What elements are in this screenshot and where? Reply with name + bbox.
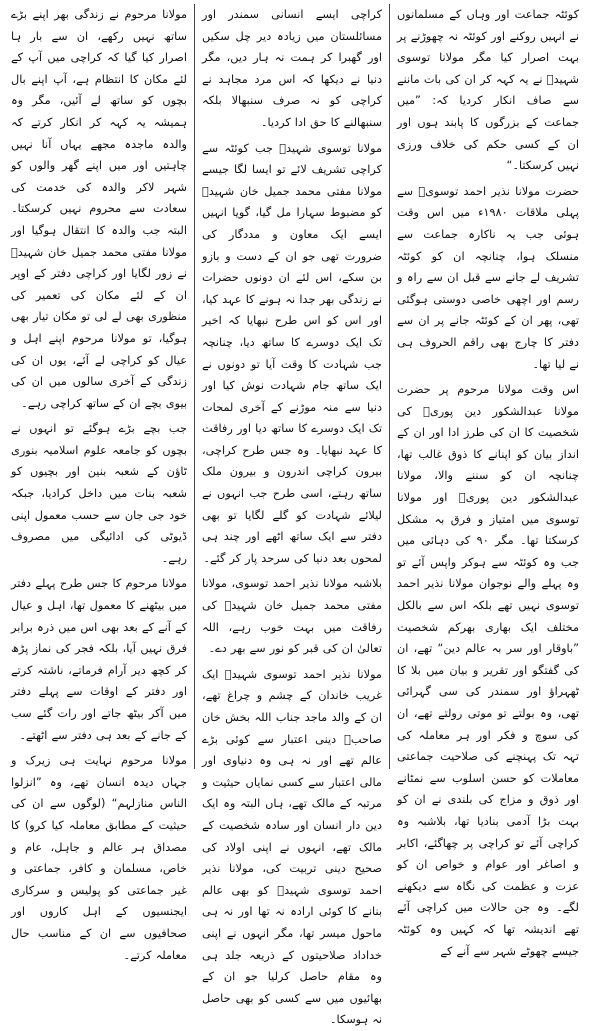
column-middle xyxy=(194,4,390,1027)
paragraph: اس وقت مولانا مرحوم پر حضرت مولانا عبدالشکور دین پوریؒ کی شخصیت کا ان کی طرز ادا اور ان کے انداز بیان کو اپنانے کا ذوق غالب تھا، چنانچہ ان کو سننے والا، مولانا عبدالشکور دین پوریؒ اور مولانا توسوی میں امتیاز و فرق بہ مشکل کرسکتا تھا۔ مگر ۹۰ کی دہائی میں جب وہ کوئٹہ سے ہوکر واپس آئے تو وہ پہلے والے نوجوان مولانا نذیر احمد توسوی نہیں تھے بلکہ اس سے بالکل مختلف ایک بھاری بھرکم شخصیت ”باوقار اور سر بہ عالم دین“ تھے، ان کی گفتگو اور تقریر و بیان میں بلا کا ٹھہراؤ اور سمندر کی سی گہرائی تھی، وہ بولتے تو موتی رولتے تھے، ان کی سوچ و فکر اور ہر معاملہ کی تہہ تک پہنچنے کی صلاحیت جماعتی معاملات کو حسن اسلوب سے نمٹانے اور ذوق و مزاج کی بلندی نے ان کو بہت بڑا آدمی بنادیا تھا، بلاشبہ وہ کراچی آئے تو کراچی پر چھاگئے، اکابر و اصاغر اور عوام و خواص ان کو عزت و عظمت کی نگاہ سے دیکھنے لگے۔ وہ جن حالات میں کراچی آئے تھے اندیشہ تھا کہ کہیں وہ کوئٹہ جیسے چھوٹے شہر سے آنے کے xyxy=(397,383,580,958)
paragraph: مولانا توسوی شہیدؒ جب کوئٹہ سے کراچی تشریف لائے تو ایسا لگا جیسے مولانا مفتی محمد جمیل خان شہیدؒ کو مضبوط سہارا مل گیا، گویا انہیں ایسے ایک معاون و مددگار کی ضرورت تھی جو ان کے دست و بازو بن سکے، اس لئے ان دونوں حضرات نے زندگی بھر جدا نہ ہونے کا عہد کیا، اور اس کو اس طرح نبھایا کہ اخیر تک ایک دوسرے کا ساتھ دیا، چنانچہ جب شہادت کا وقت آیا تو دونوں نے ایک ساتھ جام شہادت نوش کیا اور دنیا سے منہ موڑنے کے آخری لمحات تک ایک دوسرے کا ساتھ دیا اور رفاقت کا عہد نبھایا۔ وہ جس طرح کراچی، بیرون کراچی اندرون و بیرون ملک ساتھ رہتے، اسی طرح جب انہوں نے لیلائے شہادت کو گلے لگایا تو بھی دفتر سے ایک ساتھ اٹھے اور چند ہی لمحوں بعد دنیا کی سرحد پار کر گئے۔ xyxy=(202,141,382,565)
paragraph: بلاشبہ مولانا نذیر احمد توسوی، مولانا مفتی محمد جمیل خان شہیدؒ کی رفاقت میں بہت خوب رہے، اللہ تعالیٰ ان کی قبر کو نور سے بھر دے۔ xyxy=(202,577,382,656)
paragraph: مولانا مرحوم نہایت ہی زیرک و جہاں دیدہ انسان تھے، وہ ”انزلوا الناس منازلہم“ (لوگوں سے ان کی حیثیت کے مطابق معاملہ کیا کرو) کا مصداق ہر عالم و جاہل، عام و خاص، مسلمان و کافر، جماعتی و غیر جماعتی کو پولیس و سرکاری ایجنسیوں کے اہل کاروں اور صحافیوں سے ان کے مناسب حال معاملہ کرتے۔ xyxy=(11,754,187,962)
paragraph: کراچی ایسے انسانی سمندر اور مسائلستان میں زیادہ دیر چل سکیں اور گھبرا کر ہمت نہ ہار دیں، مگر دنیا نے دیکھا کہ اس مرد مجاہد نے کراچی کو نہ صرف سنبھالا بلکہ سنبھالنے کا حق ادا کردیا۔ xyxy=(202,8,382,129)
paragraph: مولانا مرحوم کا جس طرح پہلے دفتر میں بیٹھنے کا معمول تھا، اہل و عیال کے آنے کے بعد بھی اس میں ذرہ برابر فرق نہیں آیا، بلکہ فجر کی نماز پڑھ کر کچھ دیر آرام فرماتے، ناشتہ کرتے اور دفتر کے اوقات سے پہلے دفتر میں آکر بیٹھ جاتے اور رات گئے سب کے جانے کے بعد ہی دفتر سے اٹھتے۔ xyxy=(11,577,187,742)
paragraph: مولانا نذیر احمد توسوی شہیدؒ ایک غریب خاندان کے چشم و چراغ تھے، ان کے والد ماجد جناب اللہ بخش خان صاحبؒ دینی اعتبار سے کوئی بڑے عالم تھے اور نہ ہی وہ دنیاوی اور مالی اعتبار سے کسی نمایاں حیثیت و مرتبہ کے مالک تھے، ہاں البتہ وہ ایک دین دار انسان اور سادہ شخصیت کے مالک تھے، انہوں نے اپنی اولاد کی صحیح دینی تربیت کی، مولانا نذیر احمد توسوی شہیدؒ کو بھی عالم بنانے کا کوئی ارادہ نہ تھا اور نہ ہی ماحول میسر تھا، مگر انہوں نے اپنی خداداد صلاحیتوں کے ذریعہ جلد ہی وہ مقام حاصل کرلیا جو ان کے بھائیوں میں سے کسی کو بھی حاصل نہ ہوسکا۔ xyxy=(202,667,382,1027)
paragraph: کوئٹہ جماعت اور وہاں کے مسلمانوں نے انہیں روکنے اور کوئٹہ نہ چھوڑنے پر بہت اصرار کیا مگر مولانا توسوی شہیدؒ نے یہ کہہ کر ان کی بات ماننے سے صاف انکار کردیا کہ: ”میں جماعت کے بزرگوں کا پابند ہوں اور ان کے کسی حکم کی خلاف ورزی نہیں کرسکتا۔“ xyxy=(397,8,579,173)
paragraph: حضرت مولانا نذیر احمد توسویؒ سے پہلی ملاقات ۱۹۸۰ء میں اس وقت ہوئی جب یہ ناکارہ جماعت سے منسلک ہوا، چنانچہ ان کو کوئٹہ تشریف لے جانے سے قبل ان سے راہ و رسم اور اچھی خاصی دوستی ہوگئی تھی، پھر ان کے کوئٹہ جانے پر ان سے دفتر کا چارج بھی راقم الحروف ہی نے لیا تھا۔ xyxy=(397,184,579,371)
column-left xyxy=(4,4,194,962)
column-right xyxy=(390,4,586,958)
paragraph: جب بچے بڑے ہوگئے تو انہوں نے بچوں کو جامعہ علوم اسلامیہ بنوری ٹاؤن کے شعبہ بنین اور بچیوں کو شعبہ بنات میں داخل کرادیا، جبکہ خود جی جان سے حسب معمول اپنی ڈیوٹی کی ادائیگی میں مصروف رہے۔ xyxy=(11,422,187,565)
paragraph: مولانا مرحوم نے زندگی بھر اپنے بڑے ساتھ نہیں رکھے، ان سے بار ہا اصرار کیا گیا کہ کراچی میں آپ کے لئے مکان کا انتظام ہے، آپ اپنے بال بچوں کو ساتھ لے آئیں، مگر وہ ہمیشہ یہ کہہ کر انکار کرتے کہ والدہ ماجدہ مجھے یہاں آنا نہیں چاہتیں اور میں اپنے گھر والوں کو شہر لاکر والدہ کی خدمت کی سعادت سے محروم نہیں کرسکتا۔ البتہ جب والدہ کا انتقال ہوگیا اور مولانا مفتی محمد جمیل خان شہیدؒ نے زور لگایا اور کراچی دفتر کے اوپر ان کے لئے مکان کی تعمیر کی منظوری بھی لے لی تو مکان تیار بھی ہوگیا، تو مولانا مرحوم اپنے اہل و عیال کو کراچی لے آئے، یوں ان کی زندگی کے آخری سالوں میں ان کی بیوی بچے ان کے ساتھ کراچی رہے۔ xyxy=(11,8,187,410)
